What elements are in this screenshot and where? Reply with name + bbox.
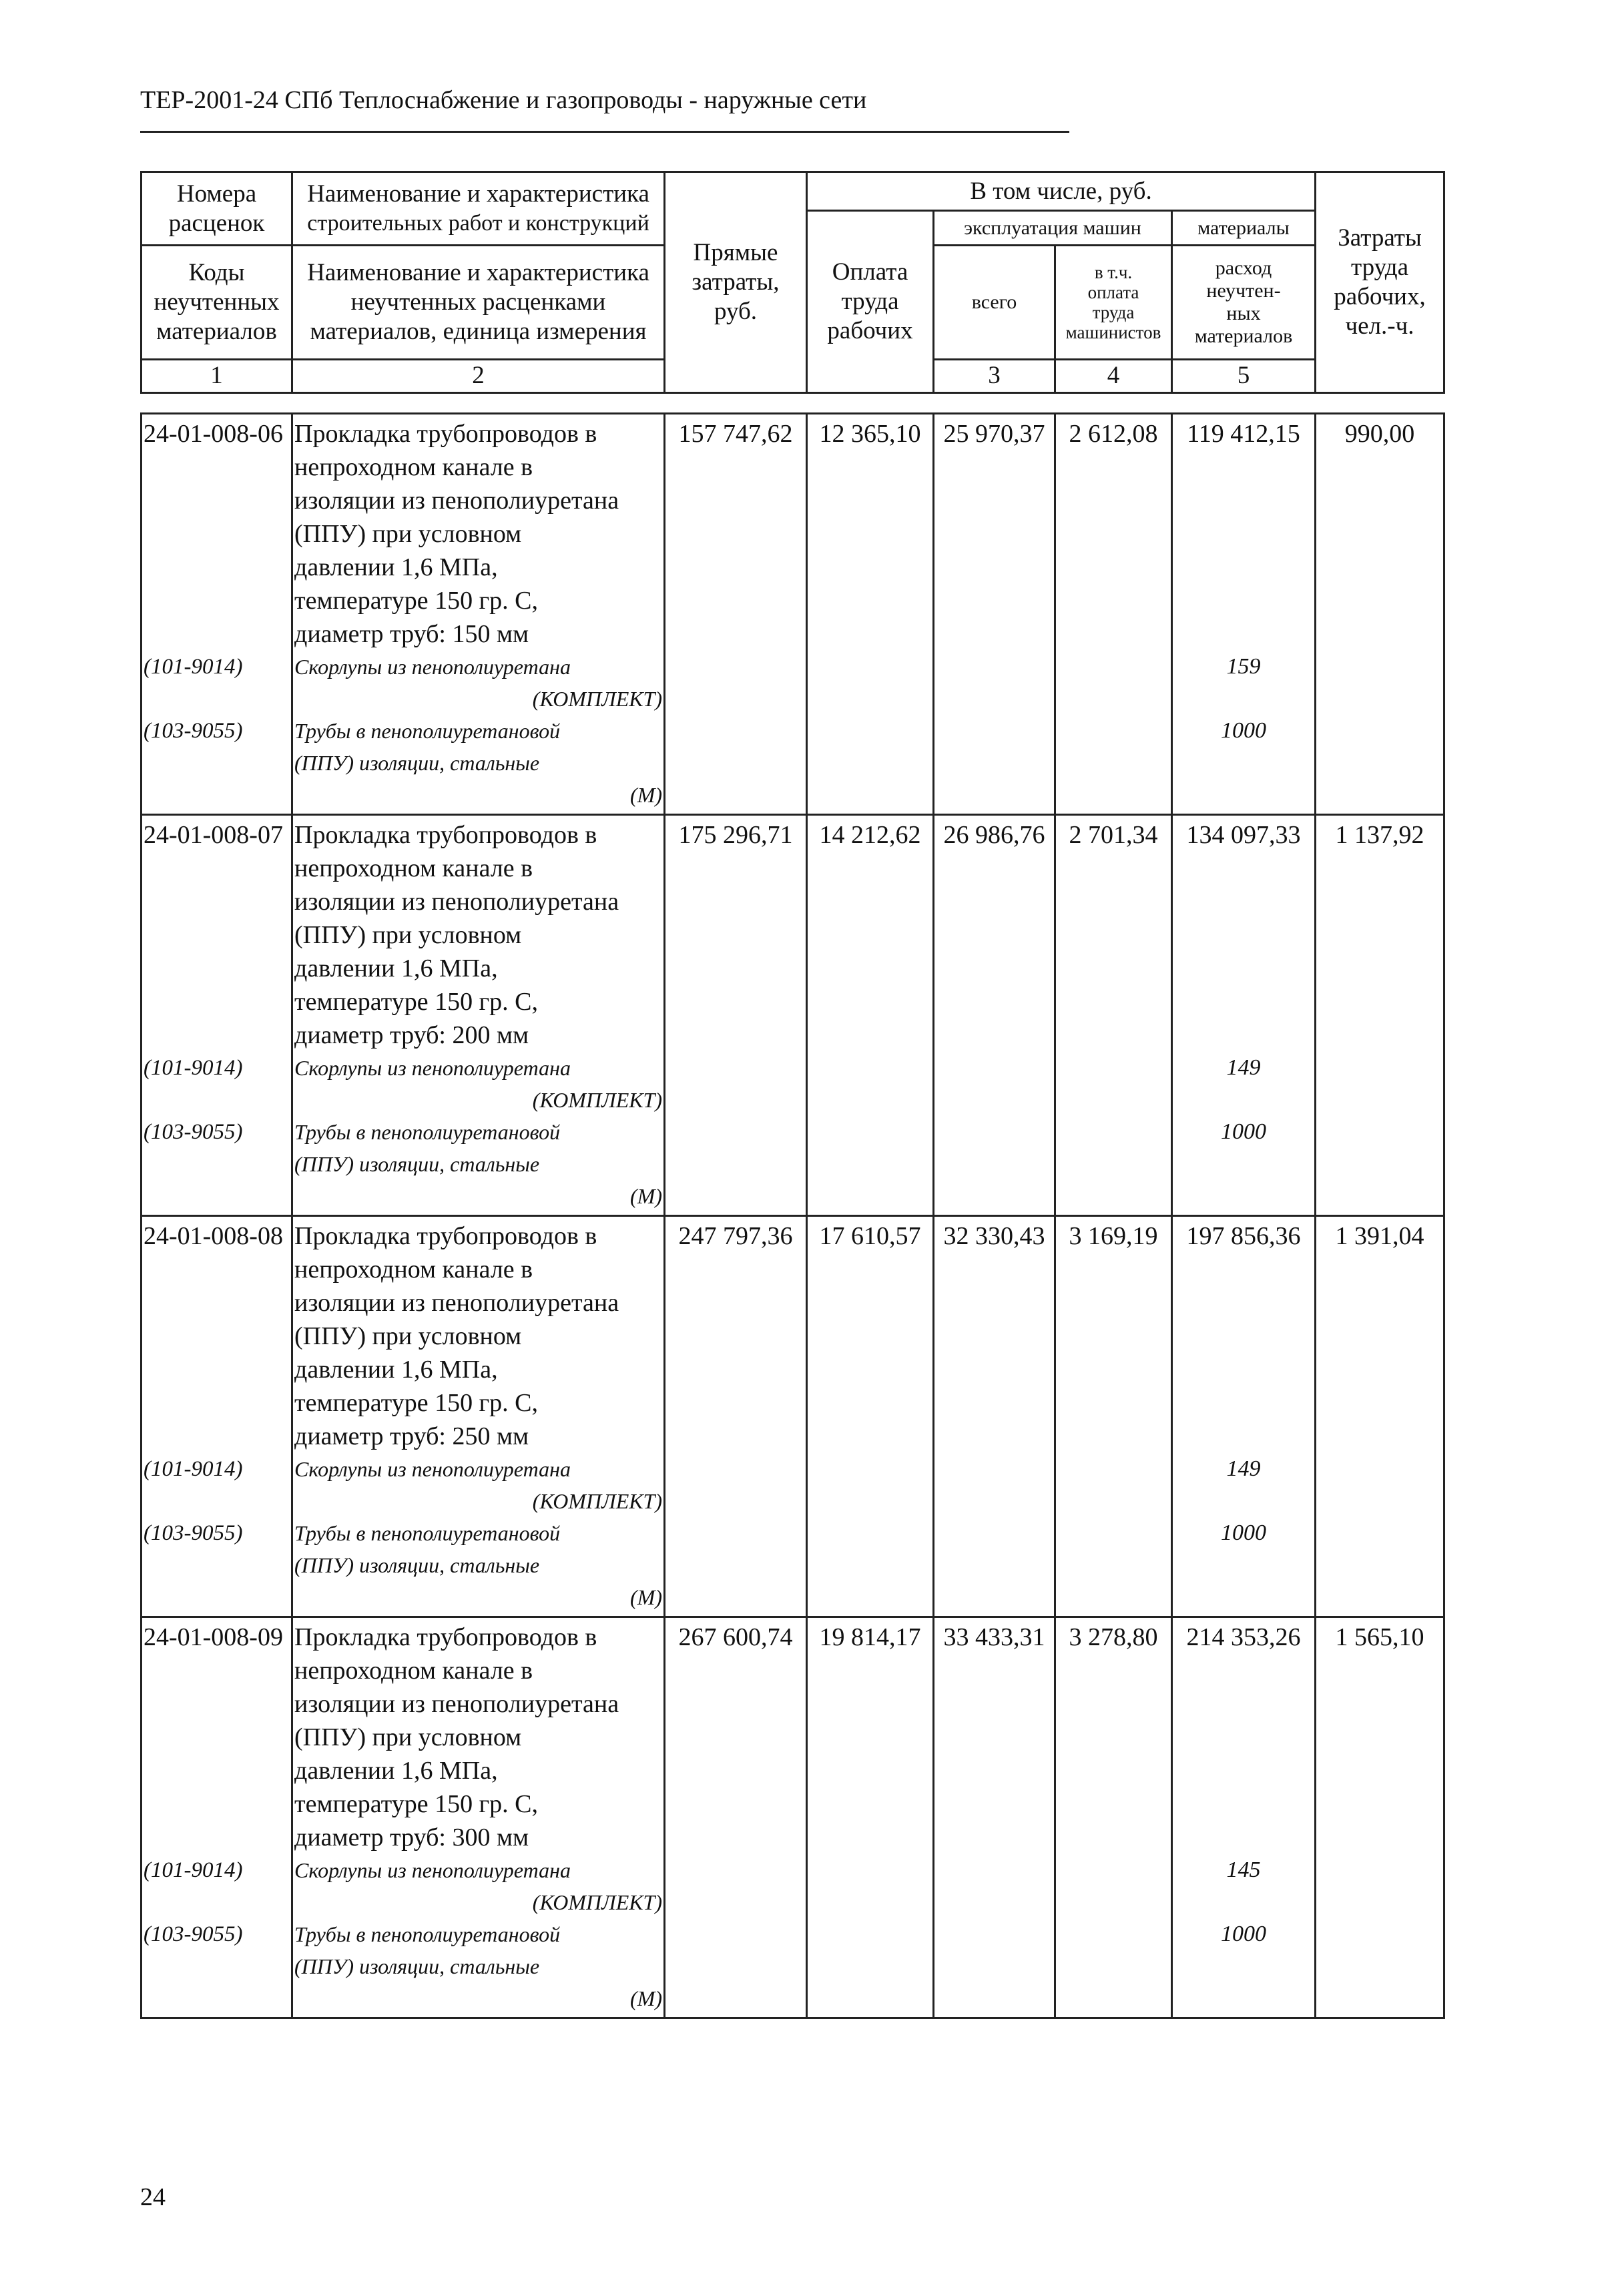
rate-description-cell [292, 414, 665, 815]
materials-cost: 214 353,26 [1186, 1623, 1301, 1651]
description-line: непроходном канале в [294, 453, 533, 481]
header-text: машинистов [1065, 322, 1161, 343]
header-rate-numbers [142, 172, 292, 246]
rate-code-cell [142, 815, 292, 1216]
header-material-codes [142, 246, 292, 360]
labor-hours: 990,00 [1316, 414, 1444, 815]
header-work-name [292, 172, 665, 246]
header-rule [140, 131, 1069, 133]
material-unit: (КОМПЛЕКТ) [532, 687, 662, 711]
description-line: температуре 150 гр. С, [294, 1389, 539, 1417]
labor-pay: 17 610,57 [807, 1216, 934, 1617]
materials-cell [1172, 1216, 1316, 1617]
header-text: материалов, единица измерения [310, 318, 647, 346]
header-text: в т.ч. [1094, 262, 1133, 283]
materials-cost: 197 856,36 [1186, 1222, 1301, 1250]
material-quantity: 1000 [1221, 1520, 1266, 1545]
material-quantity: 159 [1226, 654, 1261, 679]
header-labor-hours [1316, 172, 1444, 393]
materials-cost: 119 412,15 [1187, 420, 1300, 448]
material-quantity: 149 [1226, 1055, 1261, 1080]
header-text: ных [1226, 302, 1261, 325]
rate-description-cell [292, 1216, 665, 1617]
description-line: (ППУ) при условном [294, 1322, 522, 1350]
machinist-pay: 2 612,08 [1055, 414, 1172, 815]
header-text: Коды [188, 259, 245, 287]
description-line: давлении 1,6 МПа, [294, 553, 498, 581]
material-name: Скорлупы из пенополиуретана [294, 655, 571, 679]
labor-pay: 19 814,17 [807, 1617, 934, 2018]
description-line: Прокладка трубопроводов в [294, 1222, 597, 1250]
material-quantity: 1000 [1221, 1119, 1266, 1144]
material-unit: (КОМПЛЕКТ) [532, 1890, 662, 1914]
description-line: (ППУ) при условном [294, 520, 522, 548]
machinist-pay: 3 169,19 [1055, 1216, 1172, 1617]
description-line: Прокладка трубопроводов в [294, 1623, 597, 1651]
column-number: 2 [292, 359, 665, 392]
description-line: непроходном канале в [294, 854, 533, 882]
header-text: оплата [1087, 282, 1139, 303]
direct-costs: 267 600,74 [665, 1617, 807, 2018]
material-name: Скорлупы из пенополиуретана [294, 1858, 571, 1882]
rate-row [142, 414, 1444, 815]
material-code: (103-9055) [144, 1521, 243, 1545]
labor-pay: 14 212,62 [807, 815, 934, 1216]
material-quantity: 145 [1226, 1857, 1261, 1882]
header-text: расход [1215, 257, 1272, 280]
rate-code: 24-01-008-06 [144, 420, 283, 448]
header-text: Наименование и характеристика [307, 180, 649, 208]
header-text: строительных работ и конструкций [307, 210, 649, 236]
description-line: температуре 150 гр. С, [294, 988, 539, 1016]
header-text: Номера [176, 180, 257, 208]
description-line: непроходном канале в [294, 1255, 533, 1283]
labor-hours: 1 565,10 [1316, 1617, 1444, 2018]
description-line: изоляции из пенополиуретана [294, 1690, 619, 1718]
header-text: труда [1092, 302, 1135, 323]
materials-cell [1172, 815, 1316, 1216]
machines-total: 25 970,37 [934, 414, 1055, 815]
direct-costs: 157 747,62 [665, 414, 807, 815]
header-text: чел.-ч. [1345, 312, 1414, 340]
description-line: давлении 1,6 МПа, [294, 1356, 498, 1384]
header-text: Оплата [832, 258, 908, 286]
description-line: диаметр труб: 250 мм [294, 1422, 529, 1450]
description-line: Прокладка трубопроводов в [294, 420, 597, 448]
column-number: 1 [142, 359, 292, 392]
material-code: (101-9014) [144, 1056, 243, 1080]
description-line: (ППУ) при условном [294, 921, 522, 949]
description-line: Прокладка трубопроводов в [294, 821, 597, 849]
direct-costs: 175 296,71 [665, 815, 807, 1216]
material-code: (103-9055) [144, 1120, 243, 1144]
material-name: Скорлупы из пенополиуретана [294, 1056, 571, 1080]
direct-costs: 247 797,36 [665, 1216, 807, 1617]
labor-hours: 1 391,04 [1316, 1216, 1444, 1617]
header-text: Прямые [693, 239, 778, 266]
header-text: затраты, [692, 268, 780, 296]
material-name: (ППУ) изоляции, стальные [294, 1954, 540, 1978]
header-text: Наименование и характеристика [307, 259, 649, 287]
page-number: 24 [140, 2183, 166, 2211]
machines-total: 26 986,76 [934, 815, 1055, 1216]
rate-code: 24-01-008-08 [144, 1222, 283, 1250]
material-name: Трубы в пенополиуретановой [294, 719, 561, 743]
rate-code-cell [142, 1617, 292, 2018]
materials-cost: 134 097,33 [1186, 821, 1301, 849]
header-text: труда [841, 288, 899, 316]
description-line: (ППУ) при условном [294, 1723, 522, 1751]
description-line: диаметр труб: 150 мм [294, 620, 529, 648]
material-unit: (М) [630, 783, 662, 807]
material-code: (103-9055) [144, 719, 243, 743]
page-header-title: ТЕР-2001-24 СПб Теплоснабжение и газопроводы - наружные сети [140, 86, 867, 114]
material-unit: (М) [630, 1585, 662, 1609]
header-text: рабочих [827, 317, 913, 345]
header-text: труда [1350, 254, 1409, 281]
rate-description-cell [292, 815, 665, 1216]
material-name: Трубы в пенополиуретановой [294, 1120, 561, 1144]
header-text: руб. [714, 298, 758, 325]
rates-table-body [140, 412, 1445, 2019]
rates-table-header [140, 171, 1445, 394]
column-number: 3 [934, 359, 1055, 392]
description-line: изоляции из пенополиуретана [294, 888, 619, 916]
material-name: Скорлупы из пенополиуретана [294, 1457, 571, 1481]
material-unit: (КОМПЛЕКТ) [532, 1489, 662, 1513]
header-text: Затраты [1338, 224, 1422, 252]
header-including-group: В том числе, руб. [807, 172, 1316, 211]
column-number: 4 [1055, 359, 1172, 392]
rate-code-cell [142, 414, 292, 815]
material-quantity: 1000 [1221, 1922, 1266, 1946]
rate-description-cell [292, 1617, 665, 2018]
material-unit: (М) [630, 1986, 662, 2010]
materials-cell [1172, 1617, 1316, 2018]
machinist-pay: 2 701,34 [1055, 815, 1172, 1216]
header-labor-pay [807, 211, 934, 393]
rate-row [142, 1617, 1444, 2018]
rate-code: 24-01-008-07 [144, 821, 283, 849]
description-line: давлении 1,6 МПа, [294, 1757, 498, 1785]
header-material-names [292, 246, 665, 360]
header-text: неучтенных расценками [350, 288, 606, 316]
header-text: материалов [156, 318, 277, 346]
material-name: (ППУ) изоляции, стальные [294, 1553, 540, 1577]
description-line: температуре 150 гр. С, [294, 1790, 539, 1818]
description-line: диаметр труб: 300 мм [294, 1823, 529, 1851]
header-unaccounted-materials [1172, 246, 1316, 360]
labor-hours: 1 137,92 [1316, 815, 1444, 1216]
header-machines: эксплуатация машин [934, 211, 1172, 246]
machinist-pay: 3 278,80 [1055, 1617, 1172, 2018]
material-code: (101-9014) [144, 655, 243, 679]
materials-cell [1172, 414, 1316, 815]
material-unit: (КОМПЛЕКТ) [532, 1088, 662, 1112]
header-text: неучтенных [154, 288, 280, 316]
description-line: изоляции из пенополиуретана [294, 487, 619, 515]
header-machinist-pay [1055, 246, 1172, 360]
description-line: непроходном канале в [294, 1657, 533, 1685]
column-number: 5 [1172, 359, 1316, 392]
material-name: Трубы в пенополиуретановой [294, 1521, 561, 1545]
material-quantity: 1000 [1221, 718, 1266, 743]
description-line: диаметр труб: 200 мм [294, 1021, 529, 1049]
material-quantity: 149 [1226, 1456, 1261, 1481]
header-materials: материалы [1172, 211, 1316, 246]
rate-row [142, 815, 1444, 1216]
header-text: неучтен- [1206, 280, 1281, 302]
rate-code-cell [142, 1216, 292, 1617]
header-text: расценок [168, 209, 265, 237]
machines-total: 33 433,31 [934, 1617, 1055, 2018]
material-code: (101-9014) [144, 1457, 243, 1481]
description-line: давлении 1,6 МПа, [294, 954, 498, 982]
material-name: (ППУ) изоляции, стальные [294, 751, 540, 775]
machines-total: 32 330,43 [934, 1216, 1055, 1617]
material-code: (101-9014) [144, 1858, 243, 1882]
header-text: материалов [1194, 325, 1293, 348]
header-text: рабочих, [1334, 283, 1426, 310]
rate-code: 24-01-008-09 [144, 1623, 283, 1651]
material-unit: (М) [630, 1184, 662, 1208]
material-name: Трубы в пенополиуретановой [294, 1922, 561, 1946]
rate-row [142, 1216, 1444, 1617]
labor-pay: 12 365,10 [807, 414, 934, 815]
material-name: (ППУ) изоляции, стальные [294, 1152, 540, 1176]
header-machines-total: всего [934, 246, 1055, 360]
header-direct-costs [665, 172, 807, 393]
description-line: изоляции из пенополиуретана [294, 1289, 619, 1317]
material-code: (103-9055) [144, 1922, 243, 1946]
description-line: температуре 150 гр. С, [294, 587, 539, 615]
